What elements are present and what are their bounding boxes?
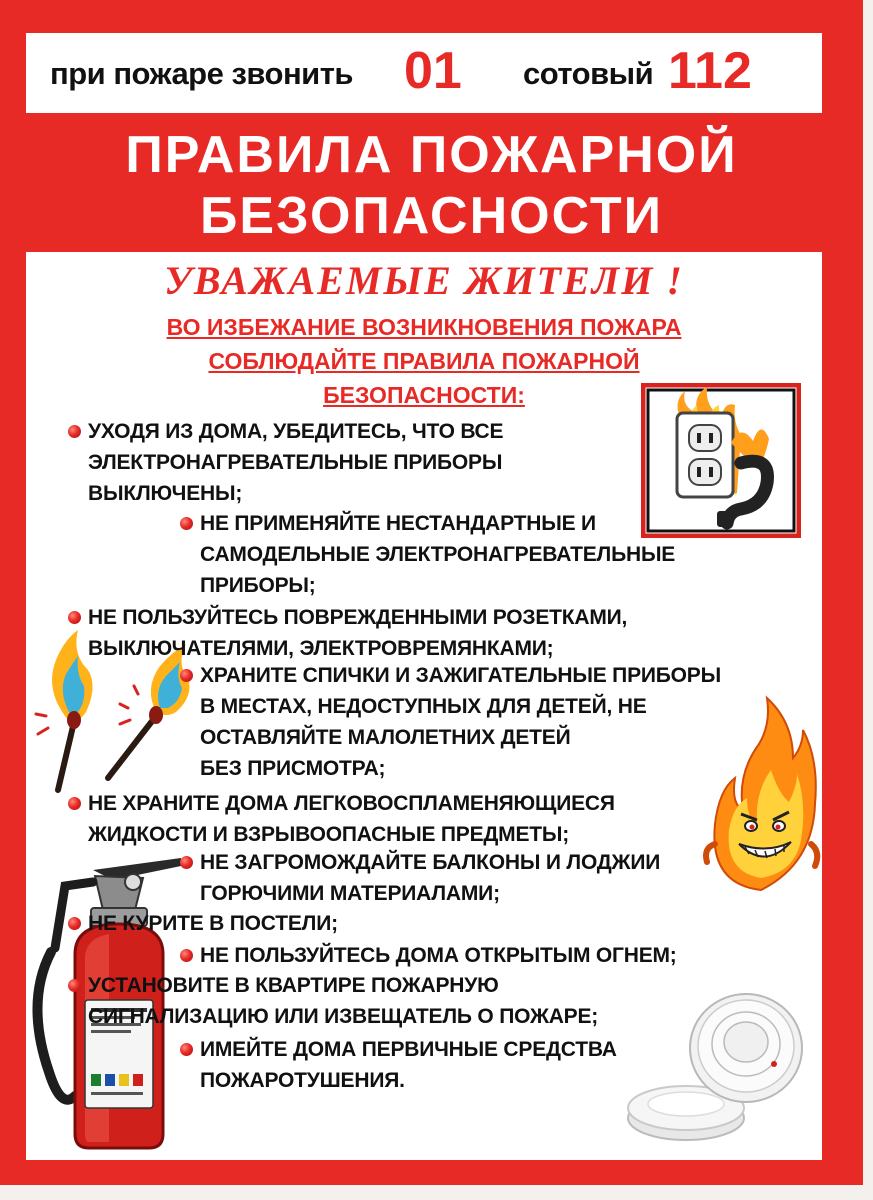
greeting: УВАЖАЕМЫЕ ЖИТЕЛИ ! — [164, 258, 684, 303]
rule-line: НЕ ПОЛЬЗУЙТЕСЬ ПОВРЕЖДЕННЫМИ РОЗЕТКАМИ, — [88, 606, 628, 629]
rule-line: В МЕСТАХ, НЕДОСТУПНЫХ ДЛЯ ДЕТЕЙ, НЕ — [200, 695, 647, 718]
intro-line-2: СОБЛЮДАЙТЕ ПРАВИЛА ПОЖАРНОЙ — [208, 348, 640, 374]
rule-item-7 — [88, 908, 338, 939]
rule-line: ВЫКЛЮЧЕНЫ; — [88, 482, 243, 505]
poster-title-line-1: ПРАВИЛА ПОЖАРНОЙ — [125, 126, 738, 184]
rule-item-9 — [88, 970, 598, 1032]
rule-line: САМОДЕЛЬНЫЕ ЭЛЕКТРОНАГРЕВАТЕЛЬНЫЕ — [200, 543, 676, 566]
bullet-dot-icon — [180, 669, 193, 682]
rule-line: ОСТАВЛЯЙТЕ МАЛОЛЕТНИХ ДЕТЕЙ — [200, 726, 571, 749]
mobile-label: сотовый — [523, 56, 654, 91]
call-label: при пожаре звонить — [50, 56, 353, 91]
rule-line: ЖИДКОСТИ И ВЗРЫВООПАСНЫЕ ПРЕДМЕТЫ; — [88, 823, 570, 846]
bullet-dot-icon — [180, 856, 193, 869]
fire-number: 01 — [404, 42, 462, 100]
rule-line: НЕ КУРИТЕ В ПОСТЕЛИ; — [88, 912, 338, 935]
rule-line: УСТАНОВИТЕ В КВАРТИРЕ ПОЖАРНУЮ — [88, 974, 499, 997]
rule-line: ПОЖАРОТУШЕНИЯ. — [200, 1069, 405, 1092]
rule-item-1 — [88, 416, 503, 509]
emergency-numbers-bar — [26, 33, 822, 113]
bullet-dot-icon — [180, 517, 193, 530]
rule-line: БЕЗ ПРИСМОТРА; — [200, 757, 386, 780]
rule-item-5 — [88, 788, 615, 850]
bullet-dot-icon — [68, 611, 81, 624]
poster-title-line-2: БЕЗОПАСНОСТИ — [200, 187, 663, 245]
mobile-number: 112 — [668, 42, 752, 100]
rule-item-8 — [200, 940, 677, 971]
rule-line: НЕ ЗАГРОМОЖДАЙТЕ БАЛКОНЫ И ЛОДЖИИ — [200, 851, 661, 874]
rule-line: СИГНАЛИЗАЦИЮ ИЛИ ИЗВЕЩАТЕЛЬ О ПОЖАРЕ; — [88, 1005, 599, 1028]
bullet-dot-icon — [68, 797, 81, 810]
rule-item-10 — [200, 1034, 617, 1096]
bullet-dot-icon — [68, 917, 81, 930]
rule-line: НЕ ХРАНИТЕ ДОМА ЛЕГКОВОСПЛАМЕНЯЮЩИЕСЯ — [88, 792, 615, 815]
rule-item-2 — [200, 508, 675, 601]
rule-item-4 — [200, 660, 721, 784]
bullet-dot-icon — [180, 1043, 193, 1056]
rule-line: НЕ ПРИМЕНЯЙТЕ НЕСТАНДАРТНЫЕ И — [200, 512, 596, 535]
rule-line: ГОРЮЧИМИ МАТЕРИАЛАМИ; — [200, 882, 500, 905]
rule-line: ХРАНИТЕ СПИЧКИ И ЗАЖИГАТЕЛЬНЫЕ ПРИБОРЫ — [200, 664, 721, 687]
rules-panel — [26, 252, 822, 1160]
intro-line-1: ВО ИЗБЕЖАНИЕ ВОЗНИКНОВЕНИЯ ПОЖАРА — [166, 314, 682, 340]
rule-item-3 — [88, 602, 627, 664]
bullet-dot-icon — [68, 979, 81, 992]
rule-line: ПРИБОРЫ; — [200, 574, 316, 597]
smoke-detector-icon — [626, 990, 806, 1160]
intro-line-3: БЕЗОПАСНОСТИ: — [323, 382, 525, 408]
rule-line: ВЫКЛЮЧАТЕЛЯМИ, ЭЛЕКТРОВРЕМЯНКАМИ; — [88, 637, 554, 660]
rule-line: УХОДЯ ИЗ ДОМА, УБЕДИТЕСЬ, ЧТО ВСЕ — [88, 420, 504, 443]
rule-item-6 — [200, 847, 660, 909]
bullet-dot-icon — [180, 949, 193, 962]
rule-line: ИМЕЙТЕ ДОМА ПЕРВИЧНЫЕ СРЕДСТВА — [200, 1038, 617, 1061]
bullet-dot-icon — [68, 425, 81, 438]
rule-line: ЭЛЕКТРОНАГРЕВАТЕЛЬНЫЕ ПРИБОРЫ — [88, 451, 503, 474]
rule-line: НЕ ПОЛЬЗУЙТЕСЬ ДОМА ОТКРЫТЫМ ОГНЕМ; — [200, 944, 677, 967]
